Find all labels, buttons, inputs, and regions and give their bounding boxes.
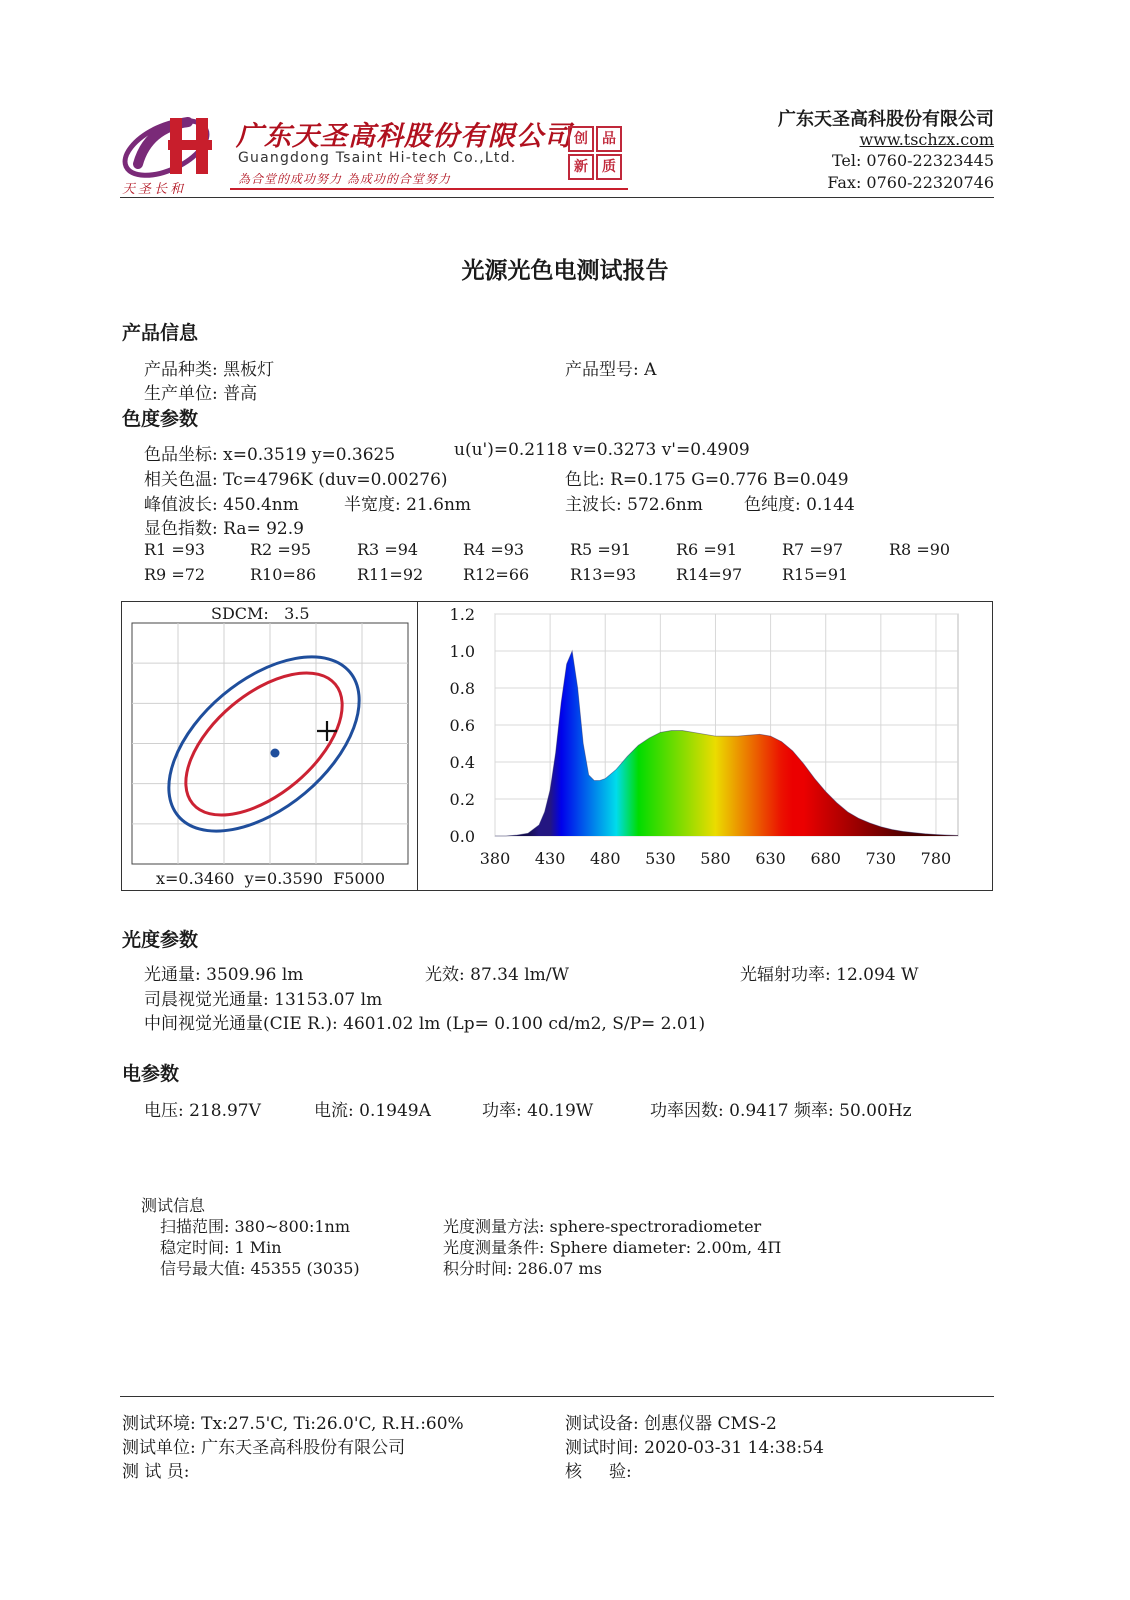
- sdcm-title: SDCM: 3.5: [211, 604, 310, 623]
- max-signal: 信号最大值: 45355 (3035): [160, 1259, 360, 1278]
- y-tick-label: 0.4: [449, 753, 475, 772]
- luminous-efficacy: 光效: 87.34 lm/W: [425, 965, 569, 985]
- section-title-photometric: 光度参数: [122, 929, 199, 951]
- x-tick-label: 730: [865, 849, 897, 868]
- measure-condition: 光度测量条件: Sphere diameter: 2.00m, 4Π: [443, 1238, 782, 1257]
- product-model: 产品型号: A: [565, 360, 657, 380]
- color-ratio: 色比: R=0.175 G=0.776 B=0.049: [565, 470, 849, 490]
- scan-range: 扫描范围: 380~800:1nm: [160, 1217, 351, 1236]
- logo-chinese-name: 广东天圣高科股份有限公司: [236, 121, 572, 152]
- report-title: 光源光色电测试报告: [461, 258, 669, 284]
- power-factor-frequency: 功率因数: 0.9417 频率: 50.00Hz: [650, 1101, 912, 1121]
- y-tick-label: 0.6: [449, 716, 475, 735]
- x-tick-label: 680: [810, 849, 841, 868]
- logo-slogan: 為合堂的成功努力 為成功的合堂努力: [238, 172, 451, 186]
- x-tick-label: 630: [755, 849, 786, 868]
- checker: 核 验:: [565, 1462, 632, 1482]
- r-value: R3 =94: [357, 540, 419, 559]
- r-value: R9 =72: [144, 565, 206, 584]
- section-title-product: 产品信息: [122, 322, 199, 344]
- voltage: 电压: 218.97V: [144, 1101, 261, 1121]
- quality-stamp: [568, 126, 624, 182]
- test-time: 测试时间: 2020-03-31 14:38:54: [565, 1438, 824, 1458]
- stamp-char: 品: [596, 126, 622, 152]
- r-value: R15=91: [782, 565, 849, 584]
- stable-time: 稳定时间: 1 Min: [160, 1238, 282, 1257]
- product-type: 产品种类: 黑板灯: [144, 360, 275, 380]
- y-tick-label: 0.8: [449, 679, 475, 698]
- test-unit: 测试单位: 广东天圣高科股份有限公司: [122, 1438, 406, 1458]
- y-tick-label: 1.2: [449, 605, 475, 624]
- scotopic-flux: 司晨视觉光通量: 13153.07 lm: [144, 990, 383, 1010]
- r-value: R14=97: [676, 565, 743, 584]
- x-tick-label: 480: [589, 849, 621, 868]
- r-value: R8 =90: [889, 540, 951, 559]
- x-tick-label: 430: [534, 849, 566, 868]
- y-tick-label: 1.0: [449, 642, 475, 661]
- r-value: R1 =93: [144, 540, 206, 559]
- sdcm-caption: x=0.3460 y=0.3590 F5000: [156, 869, 386, 888]
- r-values-grid: [144, 540, 984, 590]
- luminous-flux: 光通量: 3509.96 lm: [144, 965, 304, 985]
- test-info-title: 测试信息: [141, 1196, 206, 1215]
- footer-rule: [120, 1396, 994, 1397]
- r-value: R5 =91: [570, 540, 632, 559]
- company-tel: Tel: 0760-22323445: [831, 151, 994, 170]
- spectrum-x-ticks: [480, 849, 951, 868]
- y-tick-label: 0.0: [449, 827, 475, 846]
- section-title-color: 色度参数: [122, 408, 199, 430]
- y-tick-label: 0.2: [449, 790, 475, 809]
- company-logo: [118, 108, 638, 198]
- logo-underline: [230, 188, 628, 190]
- r-value: R2 =95: [250, 540, 312, 559]
- stamp-char: 质: [596, 154, 622, 180]
- r-value: R10=86: [250, 565, 317, 584]
- logo-motto: 天圣长和: [122, 182, 187, 197]
- mesopic-flux: 中间视觉光通量(CIE R.): 4601.02 lm (Lp= 0.100 cd/m2, S/P= 2.01): [144, 1014, 706, 1034]
- measure-method: 光度测量方法: sphere-spectroradiometer: [443, 1217, 762, 1236]
- x-tick-label: 580: [700, 849, 731, 868]
- half-width: 半宽度: 21.6nm: [344, 495, 472, 515]
- r-value: R12=66: [463, 565, 530, 584]
- r-value: R7 =97: [782, 540, 844, 559]
- spectrum-y-ticks: [450, 605, 475, 846]
- test-equipment: 测试设备: 创惠仪器 CMS-2: [565, 1414, 777, 1434]
- header-rule: [120, 197, 994, 198]
- company-website[interactable]: www.tschzx.com: [859, 130, 994, 149]
- uv-coords: u(u')=0.2118 v=0.3273 v'=0.4909: [454, 440, 750, 460]
- chromaticity-coords: 色品坐标: x=0.3519 y=0.3625: [144, 445, 396, 465]
- sdcm-chart: [121, 601, 418, 891]
- stamp-char: 新: [568, 154, 594, 180]
- color-purity: 色纯度: 0.144: [744, 495, 855, 515]
- x-tick-label: 530: [645, 849, 676, 868]
- test-environment: 测试环境: Tx:27.5'C, Ti:26.0'C, R.H.:60%: [122, 1414, 464, 1434]
- company-fax: Fax: 0760-22320746: [827, 173, 994, 192]
- dominant-wavelength: 主波长: 572.6nm: [565, 495, 703, 515]
- r-value: R6 =91: [676, 540, 738, 559]
- logo-english-name: Guangdong Tsaint Hi-tech Co.,Ltd.: [238, 150, 517, 166]
- section-title-electric: 电参数: [122, 1063, 180, 1085]
- radiant-power: 光辐射功率: 12.094 W: [740, 965, 919, 985]
- color-rendering-index: 显色指数: Ra= 92.9: [144, 519, 304, 539]
- integration-time: 积分时间: 286.07 ms: [443, 1259, 602, 1278]
- spectrum-chart: [418, 601, 993, 891]
- target-point: [271, 749, 280, 758]
- stamp-char: 创: [568, 126, 594, 152]
- current: 电流: 0.1949A: [314, 1101, 431, 1121]
- power: 功率: 40.19W: [482, 1101, 594, 1121]
- peak-wavelength: 峰值波长: 450.4nm: [144, 495, 299, 515]
- x-tick-label: 780: [920, 849, 952, 868]
- r-value: R4 =93: [463, 540, 525, 559]
- tester: 测 试 员:: [122, 1462, 190, 1482]
- r-value: R11=92: [357, 565, 424, 584]
- x-tick-label: 380: [479, 849, 511, 868]
- cct: 相关色温: Tc=4796K (duv=0.00276): [144, 470, 448, 490]
- r-value: R13=93: [570, 565, 637, 584]
- product-maker: 生产单位: 普高: [144, 384, 258, 404]
- company-title: 广东天圣高科股份有限公司: [778, 109, 994, 130]
